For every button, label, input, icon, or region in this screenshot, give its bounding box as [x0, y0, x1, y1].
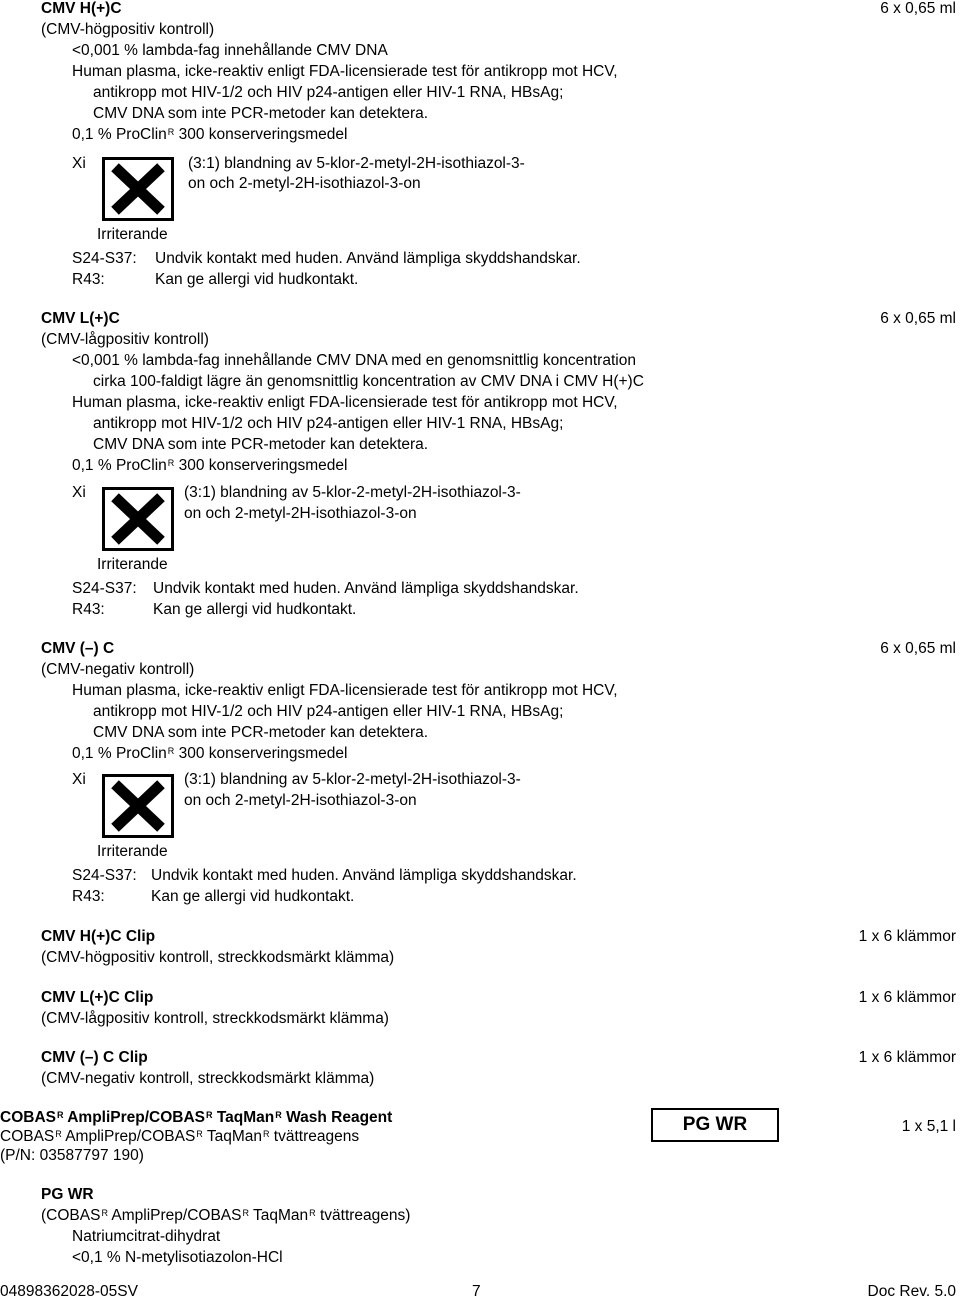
document-revision: Doc Rev. 5.0 [867, 1283, 956, 1300]
registered-mark: R [167, 127, 175, 137]
pg-wr-label-box: PG WR [651, 1108, 779, 1142]
clip-quantity: 1 x 6 klämmor [858, 1049, 956, 1066]
hazard-text: (3:1) blandning av 5-klor-2-metyl-2H-isothiazol-3- [188, 155, 525, 172]
section-subtitle: (CMV-negativ kontroll) [41, 661, 195, 678]
hazard-code: Xi [72, 484, 86, 501]
clip-description: (CMV-högpositiv kontroll, streckkodsmärkt klämma) [41, 949, 395, 966]
pg-wr-subtitle: ($COBAS^R$ AmpliPrep/$COBAS^R$ TaqMan$^R$ tvättreagens) [41, 1207, 411, 1224]
hazard-label: Irriterande [97, 843, 168, 860]
clip-description: (CMV-lågpositiv kontroll, streckkodsmärkt klämma) [41, 1010, 389, 1027]
clip-title: CMV L(+)C Clip [41, 989, 154, 1006]
clip-title: CMV (–) C Clip [41, 1049, 148, 1066]
registered-mark: R [206, 1110, 213, 1120]
content-line: Human plasma, icke-reaktiv enligt FDA-licensierade test för antikropp mot HCV, [72, 682, 618, 699]
content-line: Human plasma, icke-reaktiv enligt FDA-licensierade test för antikropp mot HCV, [72, 394, 618, 411]
xi-irritant-icon [102, 774, 174, 838]
registered-mark: R [56, 1110, 64, 1120]
xi-irritant-icon [102, 157, 174, 221]
s-code: S24-S37: [72, 250, 137, 267]
content-line: antikropp mot HIV-1/2 och HIV p24-antigen eller HIV-1 RNA, HBsAg; [93, 415, 564, 432]
clip-title: CMV H(+)C Clip [41, 928, 156, 945]
part-number: (P/N: 03587797 190) [0, 1147, 144, 1164]
quantity: 6 x 0,65 ml [880, 310, 956, 327]
registered-mark: R [101, 1208, 108, 1218]
s-text: Undvik kontakt med huden. Använd lämpliga skyddshandskar. [155, 250, 581, 267]
registered-mark: R [55, 1129, 62, 1139]
content-line: CMV DNA som inte PCR-metoder kan detektera. [93, 724, 429, 741]
hazard-text: on och 2-metyl-2H-isothiazol-3-on [184, 505, 417, 522]
hazard-code: Xi [72, 771, 86, 788]
registered-mark: R [242, 1208, 249, 1218]
wash-quantity: 1 x 5,1 l [901, 1118, 956, 1135]
s-text: Undvik kontakt med huden. Använd lämpliga skyddshandskar. [151, 867, 577, 884]
content-line: Human plasma, icke-reaktiv enligt FDA-licensierade test för antikropp mot HCV, [72, 63, 618, 80]
content-line: CMV DNA som inte PCR-metoder kan detektera. [93, 436, 429, 453]
section-title: CMV H(+)C [41, 0, 122, 17]
r-code: R43: [72, 271, 105, 288]
hazard-text: (3:1) blandning av 5-klor-2-metyl-2H-isothiazol-3- [184, 771, 521, 788]
content-line: CMV DNA som inte PCR-metoder kan detektera. [93, 105, 429, 122]
section-subtitle: (CMV-lågpositiv kontroll) [41, 331, 209, 348]
xi-irritant-icon [102, 487, 174, 551]
r-text: Kan ge allergi vid hudkontakt. [151, 888, 355, 905]
r-code: R43: [72, 601, 105, 618]
wash-reagent-title: $COBAS^R$ AmpliPrep/$COBAS^R$ TaqMan$^R$ Wash Reagent [0, 1109, 393, 1126]
quantity: 6 x 0,65 ml [880, 640, 956, 657]
proclin-line: 0,1 % ProClin$^R$ 300 konserveringsmedel [72, 745, 348, 762]
registered-mark: R [167, 746, 175, 756]
r-code: R43: [72, 888, 105, 905]
registered-mark: R [309, 1208, 316, 1218]
clip-quantity: 1 x 6 klämmor [858, 928, 956, 945]
content-line: cirka 100-faldigt lägre än genomsnittlig koncentration av CMV DNA i CMV H(+)C [93, 373, 644, 390]
clip-description: (CMV-negativ kontroll, streckkodsmärkt klämma) [41, 1070, 375, 1087]
s-text: Undvik kontakt med huden. Använd lämpliga skyddshandskar. [153, 580, 579, 597]
registered-mark: R [262, 1129, 270, 1139]
registered-mark: R [167, 458, 175, 468]
wash-reagent-subtitle: $COBAS^R$ AmpliPrep/$COBAS^R$ TaqMan$^R$ tvättreagens [0, 1128, 360, 1145]
hazard-text: (3:1) blandning av 5-klor-2-metyl-2H-isothiazol-3- [184, 484, 521, 501]
r-text: Kan ge allergi vid hudkontakt. [155, 271, 359, 288]
registered-mark: R [275, 1110, 282, 1120]
pg-wr-title: PG WR [41, 1186, 94, 1203]
quantity: 6 x 0,65 ml [880, 0, 956, 17]
r-text: Kan ge allergi vid hudkontakt. [153, 601, 357, 618]
section-subtitle: (CMV-högpositiv kontroll) [41, 21, 215, 38]
content-line: <0,001 % lambda-fag innehållande CMV DNA med en genomsnittlig koncentration [72, 352, 636, 369]
section-title: CMV (–) C [41, 640, 115, 657]
proclin-line: 0,1 % ProClin$^R$ 300 konserveringsmedel [72, 126, 348, 143]
s-code: S24-S37: [72, 580, 137, 597]
content-line: <0,001 % lambda-fag innehållande CMV DNA [72, 42, 388, 59]
page-number: 7 [472, 1283, 481, 1300]
registered-mark: R [196, 1129, 203, 1139]
document-number: 04898362028-05SV [0, 1283, 138, 1300]
hazard-text: on och 2-metyl-2H-isothiazol-3-on [184, 792, 417, 809]
hazard-label: Irriterande [97, 556, 168, 573]
s-code: S24-S37: [72, 867, 137, 884]
clip-quantity: 1 x 6 klämmor [858, 989, 956, 1006]
content-line: antikropp mot HIV-1/2 och HIV p24-antigen eller HIV-1 RNA, HBsAg; [93, 84, 564, 101]
proclin-line: 0,1 % ProClin$^R$ 300 konserveringsmedel [72, 457, 348, 474]
content-line: antikropp mot HIV-1/2 och HIV p24-antigen eller HIV-1 RNA, HBsAg; [93, 703, 564, 720]
section-title: CMV L(+)C [41, 310, 120, 327]
hazard-text: on och 2-metyl-2H-isothiazol-3-on [188, 175, 421, 192]
content-line: <0,1 % N-metylisotiazolon-HCl [72, 1249, 283, 1266]
content-line: Natriumcitrat-dihydrat [72, 1228, 221, 1245]
hazard-code: Xi [72, 155, 86, 172]
hazard-label: Irriterande [97, 226, 168, 243]
